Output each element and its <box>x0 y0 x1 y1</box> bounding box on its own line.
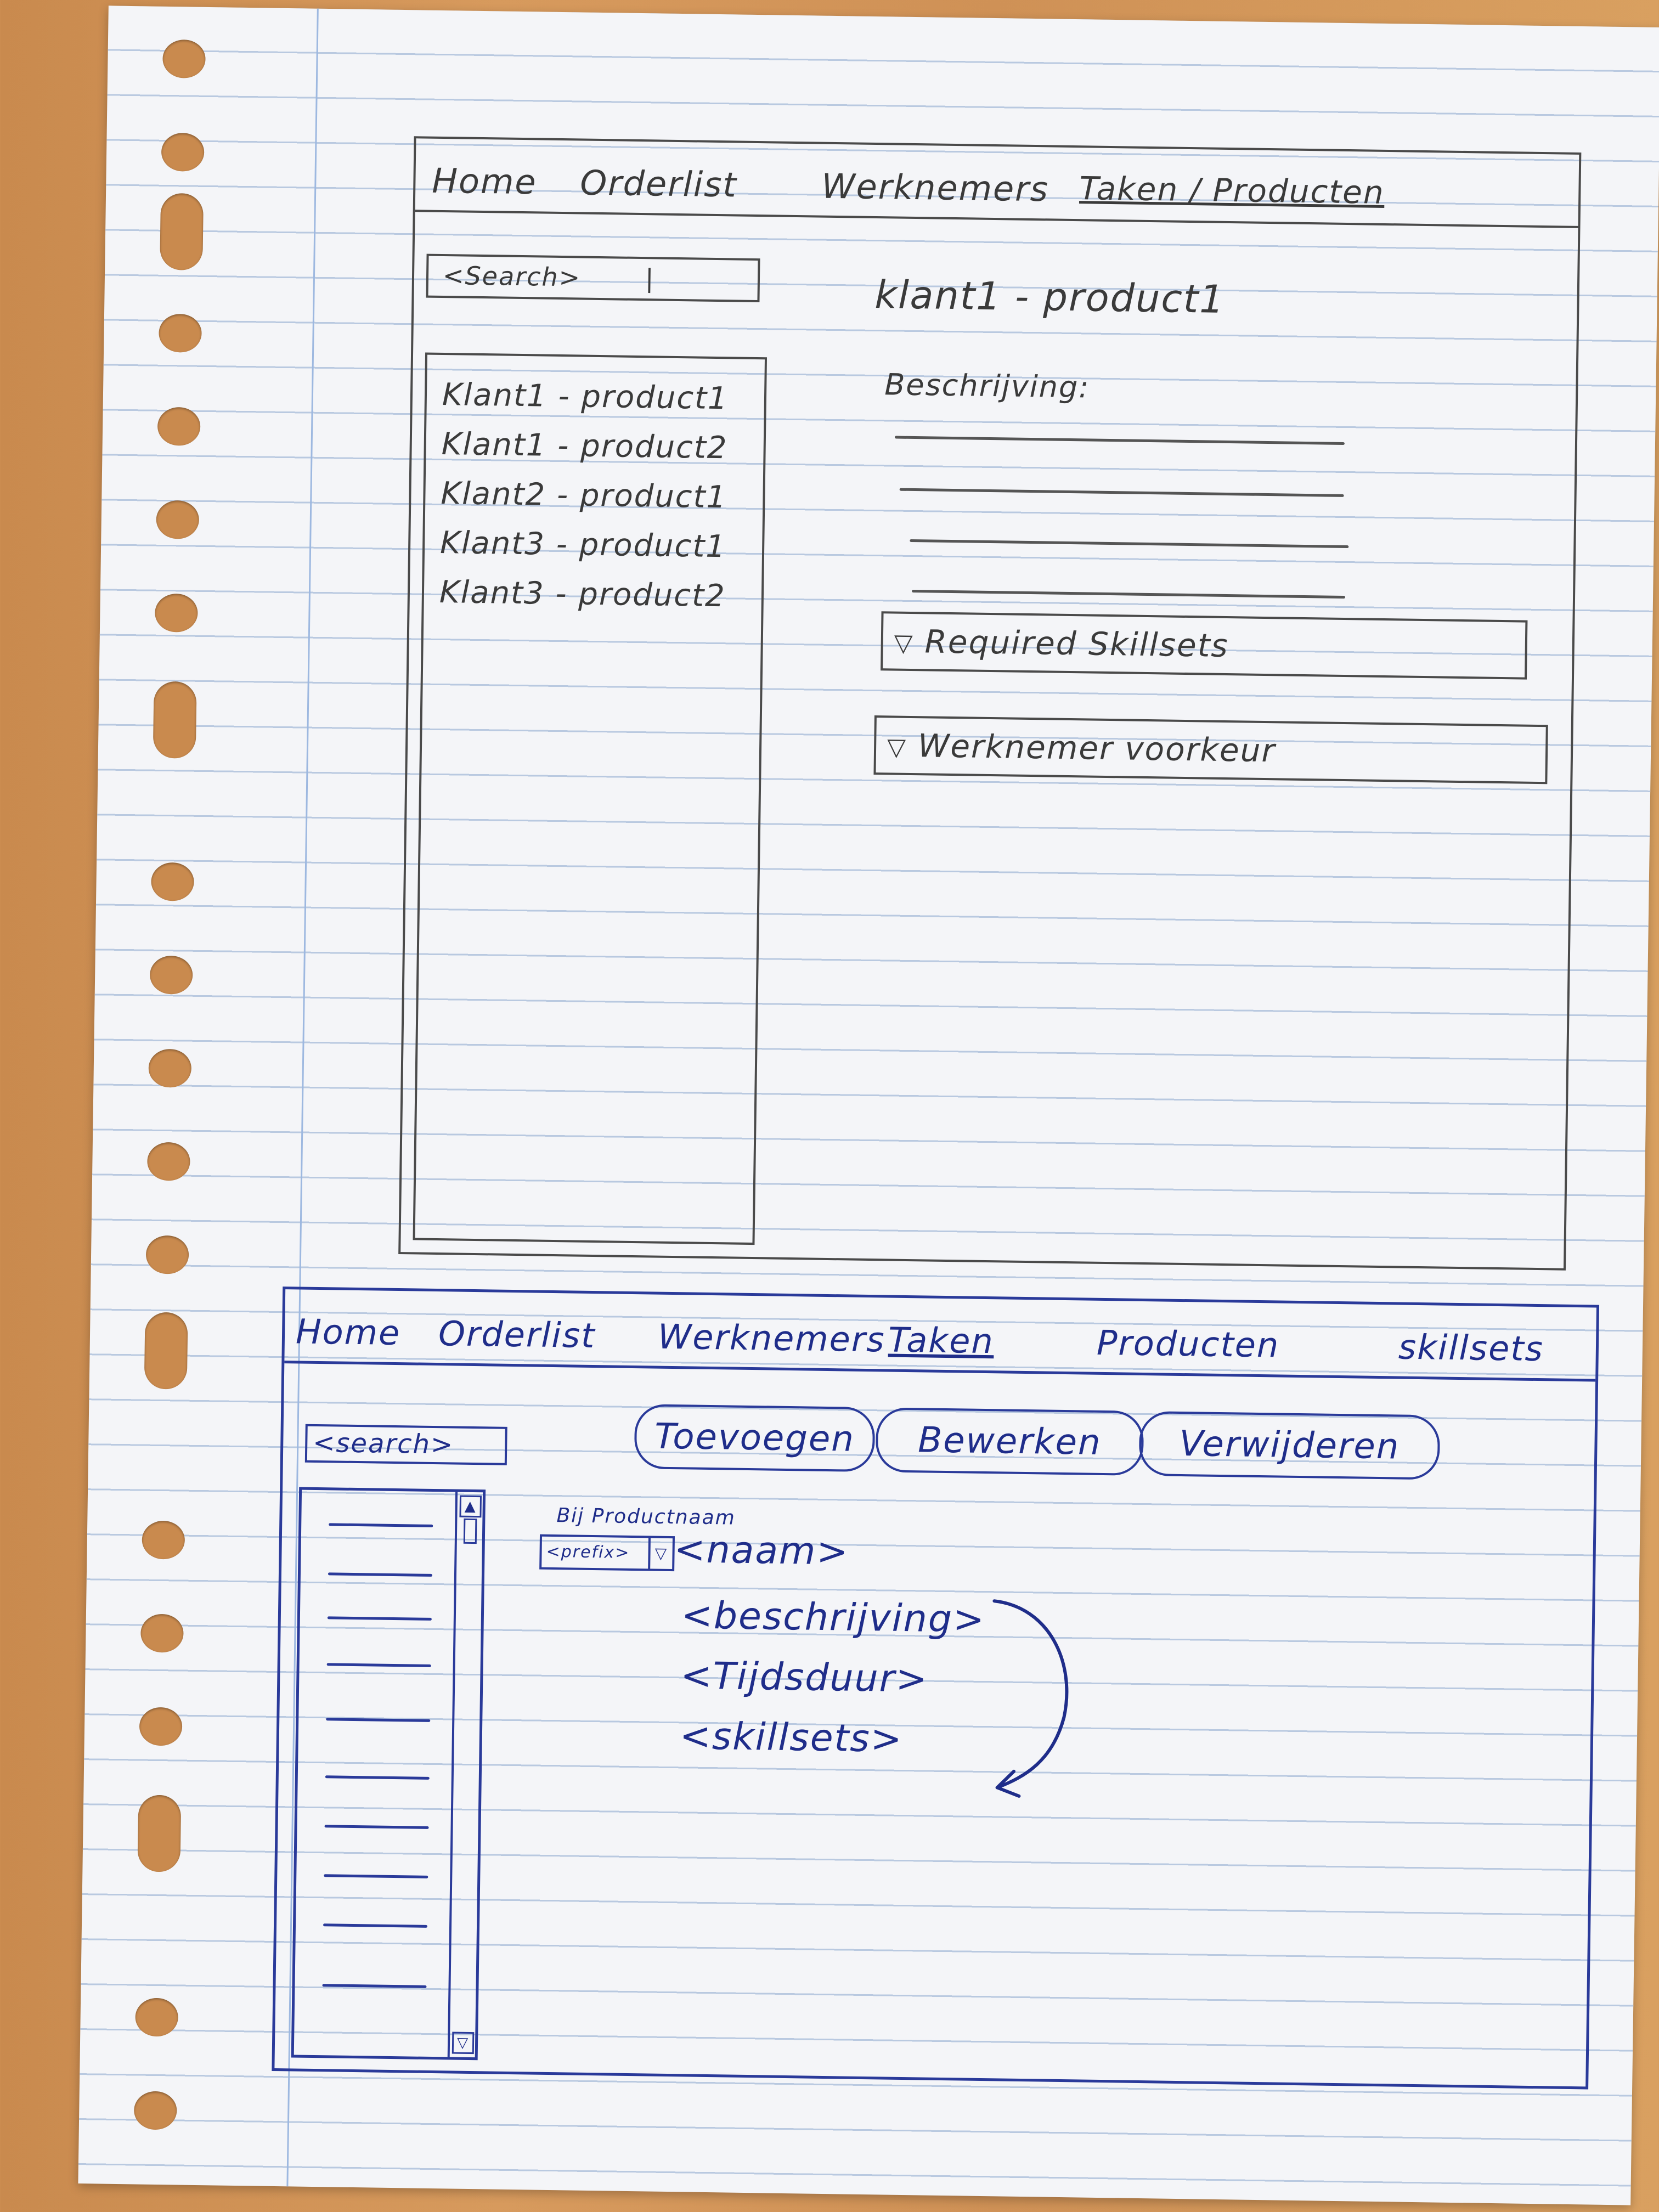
search-placeholder: <Search> <box>442 260 582 292</box>
nav-werknemers[interactable]: Werknemers <box>821 166 1049 210</box>
name-field[interactable]: <naam> <box>674 1528 849 1574</box>
nav-bar <box>415 138 1579 228</box>
punch-hole <box>142 1521 185 1560</box>
triangle-down-icon: ▽ <box>894 629 914 657</box>
list-item[interactable] <box>323 1923 427 1928</box>
product-list <box>413 353 767 1245</box>
punch-hole <box>155 594 198 633</box>
list-item[interactable] <box>325 1775 430 1780</box>
notebook-paper <box>78 5 1659 2205</box>
flow-arrow-icon <box>980 1595 1093 1805</box>
punch-hole <box>144 1312 188 1390</box>
list-item[interactable] <box>329 1523 433 1527</box>
punch-hole <box>160 193 204 270</box>
list-item[interactable] <box>324 1874 428 1878</box>
scroll-down-icon[interactable]: ▽ <box>452 2032 475 2055</box>
punch-hole <box>140 1614 184 1653</box>
list-item[interactable] <box>325 1825 429 1829</box>
punch-hole <box>135 1997 178 2036</box>
punch-hole <box>153 681 197 759</box>
punch-hole <box>147 1142 190 1181</box>
description-field[interactable]: <beschrijving> <box>681 1594 986 1642</box>
duration-field[interactable]: <Tijdsduur> <box>680 1654 929 1701</box>
chevron-down-icon: ▽ <box>648 1538 673 1569</box>
nav-orderlist[interactable]: Orderlist <box>438 1313 596 1356</box>
triangle-down-icon: ▽ <box>887 733 907 761</box>
punch-hole <box>162 40 206 78</box>
nav-taken[interactable]: Taken <box>888 1319 995 1362</box>
prefix-select[interactable] <box>539 1534 675 1571</box>
nav-producten[interactable]: Producten <box>1096 1322 1280 1365</box>
skillsets-field[interactable]: <skillsets> <box>679 1714 904 1761</box>
list-item[interactable] <box>327 1663 431 1667</box>
punch-hole <box>151 862 194 901</box>
punch-hole <box>148 1049 191 1088</box>
list-item[interactable] <box>326 1718 430 1722</box>
scroll-thumb[interactable] <box>464 1519 477 1544</box>
nav-skillsets[interactable]: skillsets <box>1398 1327 1544 1369</box>
list-item[interactable] <box>322 1984 426 1988</box>
prefix-select-value: <prefix> <box>546 1542 630 1562</box>
punch-hole <box>161 133 205 172</box>
list-item[interactable]: Klant1 - product1 <box>442 377 729 417</box>
delete-button[interactable]: Verwijderen <box>1139 1411 1441 1480</box>
wireframe-products-detail <box>398 136 1581 1271</box>
punch-hole <box>146 1235 189 1274</box>
punch-hole <box>150 956 193 995</box>
punch-hole <box>134 2091 177 2130</box>
description-label: Beschrijving: <box>884 367 1090 405</box>
nav-bar <box>284 1289 1596 1381</box>
nav-werknemers[interactable]: Werknemers <box>657 1316 886 1360</box>
punch-hole <box>156 500 199 539</box>
text-cursor-icon: | <box>645 263 655 294</box>
list-item[interactable]: Klant3 - product1 <box>439 524 727 565</box>
search-input[interactable] <box>305 1424 507 1465</box>
field-group-label: Bij Productnaam <box>556 1504 736 1530</box>
scrollbar[interactable] <box>448 1492 483 2058</box>
description-line <box>910 539 1348 548</box>
list-item[interactable] <box>328 1616 432 1621</box>
description-line <box>912 590 1345 599</box>
edit-button[interactable]: Bewerken <box>876 1407 1144 1476</box>
punch-hole <box>137 1795 181 1872</box>
required-skillsets-collapsible[interactable] <box>881 611 1527 679</box>
scroll-up-icon[interactable]: ▲ <box>459 1496 482 1518</box>
search-placeholder: <search> <box>312 1427 454 1460</box>
nav-home[interactable]: Home <box>431 160 538 202</box>
wireframe-products-edit <box>272 1286 1599 2089</box>
detail-title: klant1 - product1 <box>874 272 1226 322</box>
list-item[interactable] <box>328 1572 432 1577</box>
punch-hole <box>157 407 201 446</box>
punch-hole <box>159 314 202 353</box>
werknemer-voorkeur-collapsible[interactable] <box>873 715 1548 784</box>
punch-hole <box>139 1707 183 1746</box>
list-item[interactable]: Klant3 - product2 <box>439 574 726 614</box>
search-input[interactable] <box>426 254 760 302</box>
list-item[interactable]: Klant1 - product2 <box>441 426 728 466</box>
required-skillsets-label: Required Skillsets <box>924 623 1229 665</box>
add-button[interactable]: Toevoegen <box>634 1404 876 1472</box>
werknemer-voorkeur-label: Werknemer voorkeur <box>917 727 1276 770</box>
nav-orderlist[interactable]: Orderlist <box>579 162 738 205</box>
description-line <box>895 436 1345 445</box>
list-item[interactable]: Klant2 - product1 <box>441 475 727 516</box>
description-line <box>900 488 1344 497</box>
item-listbox[interactable] <box>291 1487 486 2061</box>
nav-home[interactable]: Home <box>295 1311 401 1353</box>
nav-taken-producten[interactable]: Taken / Producten <box>1079 170 1385 211</box>
